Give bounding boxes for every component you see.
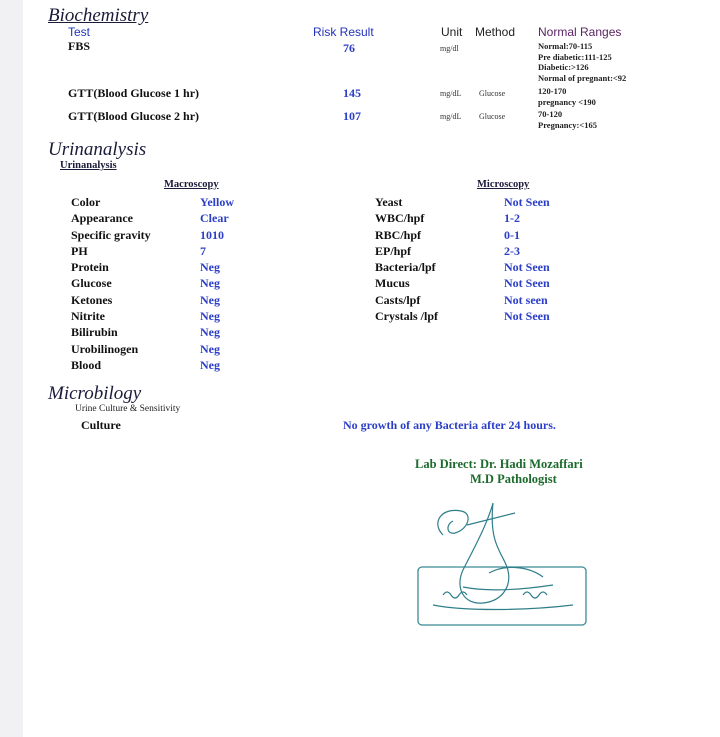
doctor-stamp-and-signature	[403, 495, 598, 635]
microscopy-labels: Yeast WBC/hpf RBC/hpf EP/hpf Bacteria/lpf Mucus Casts/lpf Crystals /lpf	[375, 195, 438, 324]
range-gtt-2hr: 70-120 Pregnancy:<165	[538, 109, 597, 130]
macroscopy-heading: Macroscopy	[164, 179, 219, 190]
lab-director-title: M.D Pathologist	[470, 472, 557, 486]
method-column-header: Method	[475, 25, 516, 39]
test-name-gtt-1hr: GTT(Blood Glucose 1 hr)	[68, 86, 200, 100]
test-column-header: Test	[68, 25, 91, 39]
microbiology-heading: Microbilogy	[48, 383, 142, 404]
unit-column-header: Unit	[441, 25, 463, 39]
culture-result: No growth of any Bacteria after 24 hours.	[343, 418, 556, 432]
macroscopy-labels: Color Appearance Specific gravity PH Protein Glucose Ketones Nitrite Bilirubin Urobilinogen Blood	[71, 195, 151, 372]
result-gtt-1hr: 145	[343, 86, 361, 100]
microscopy-values: Not Seen 1-2 0-1 2-3 Not Seen Not Seen Not seen Not Seen	[504, 195, 550, 324]
unit-gtt-1hr: mg/dL	[440, 89, 462, 98]
biochemistry-heading: Biochemistry	[48, 5, 149, 26]
urine-culture-subtitle: Urine Culture & Sensitivity	[75, 404, 181, 414]
range-gtt-1hr: 120-170 pregnancy <190	[538, 86, 596, 107]
report-page	[23, 0, 720, 737]
culture-label: Culture	[81, 418, 121, 432]
macroscopy-values: Yellow Clear 1010 7 Neg Neg Neg Neg Neg Neg Neg	[200, 195, 234, 372]
risk-result-column-header: Risk Result	[313, 25, 374, 39]
method-gtt-2hr: Glucose	[479, 112, 506, 121]
result-fbs: 76	[343, 41, 355, 55]
unit-fbs: mg/dl	[440, 44, 459, 53]
urinanalysis-heading: Urinanalysis	[48, 139, 147, 160]
method-gtt-1hr: Glucose	[479, 89, 506, 98]
range-fbs: Normal:70-115 Pre diabetic:111-125 Diabetic:>126 Normal of pregnant:<92	[538, 41, 627, 83]
test-name-fbs: FBS	[68, 39, 91, 53]
result-gtt-2hr: 107	[343, 109, 361, 123]
unit-gtt-2hr: mg/dL	[440, 112, 462, 121]
test-name-gtt-2hr: GTT(Blood Glucose 2 hr)	[68, 109, 200, 123]
urinanalysis-subheading: Urinanalysis	[60, 160, 117, 171]
signature-strokes	[433, 503, 573, 610]
normal-ranges-column-header: Normal Ranges	[538, 25, 622, 39]
stamp-border	[418, 567, 586, 625]
lab-director-name: Lab Direct: Dr. Hadi Mozaffari	[415, 457, 583, 471]
microscopy-heading: Microscopy	[477, 179, 530, 190]
